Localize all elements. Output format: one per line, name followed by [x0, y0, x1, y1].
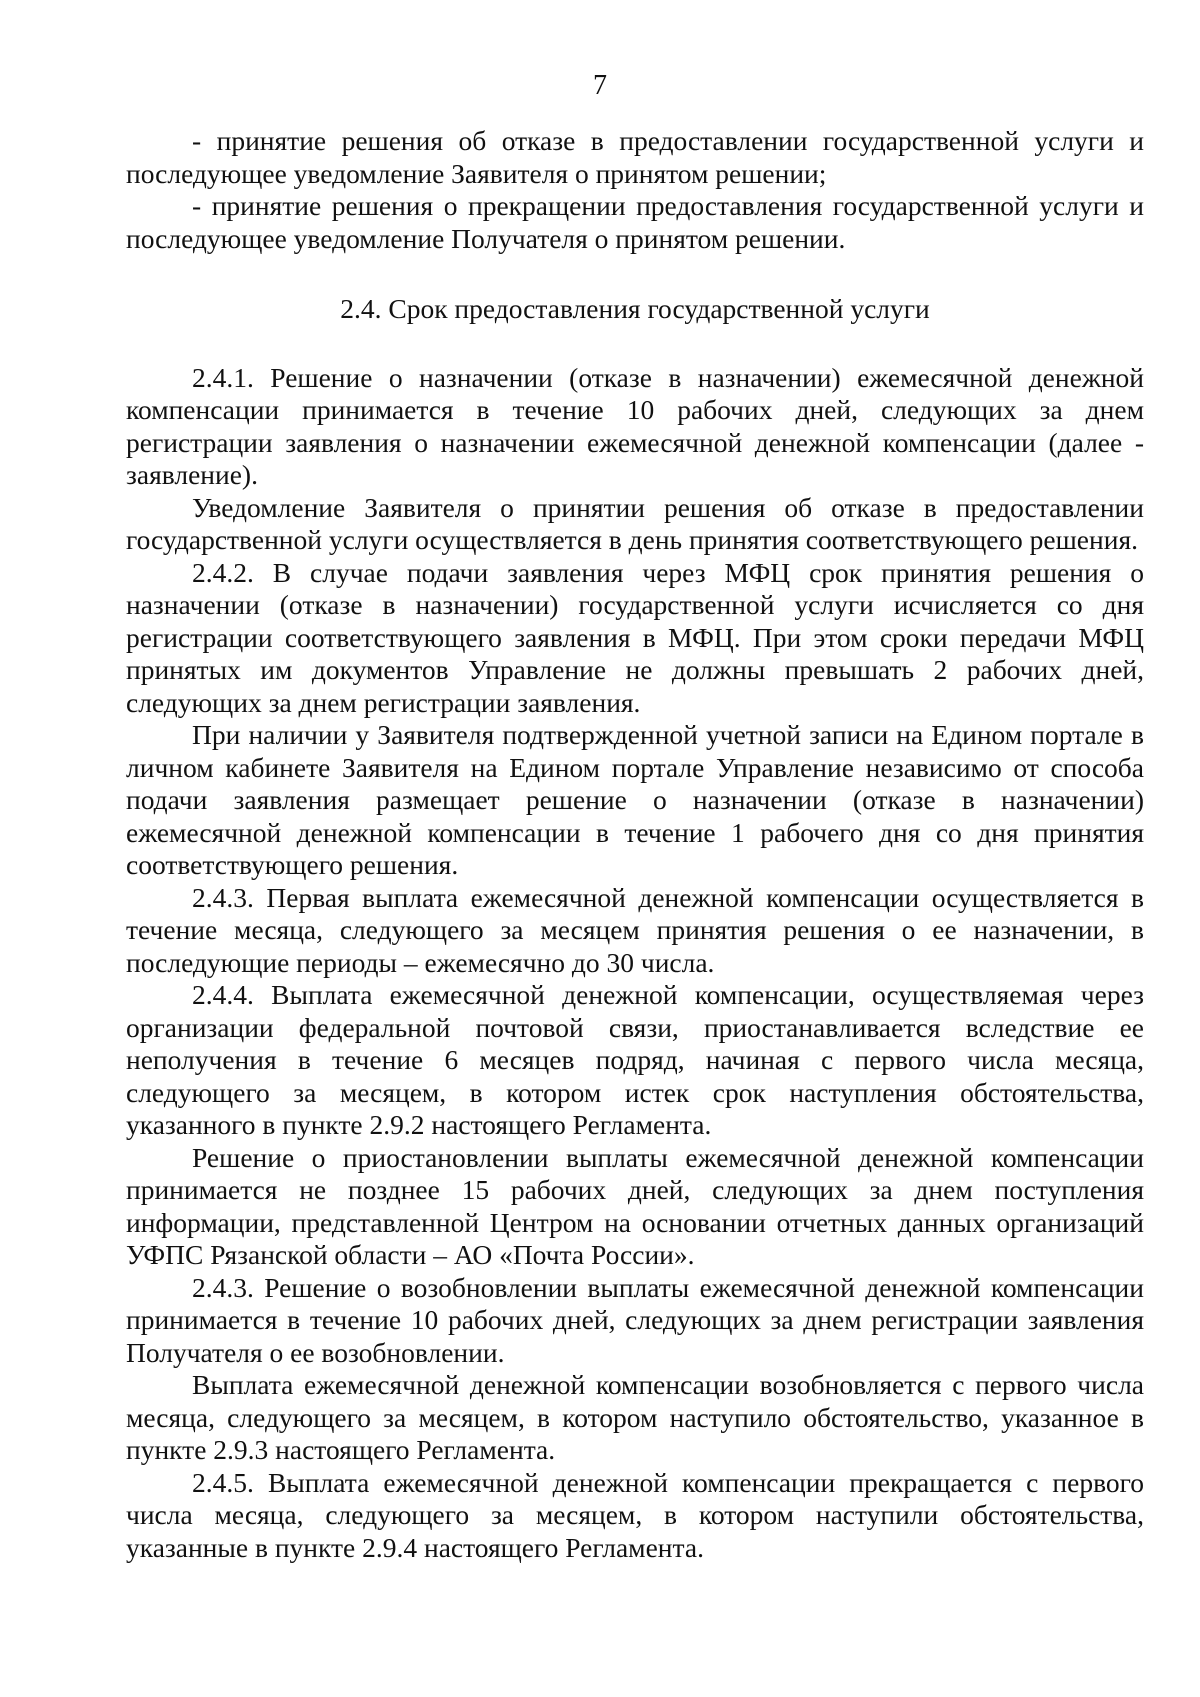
- paragraph: Выплата ежемесячной денежной компенсации возобновляется с первого числа месяца, следующего за месяцем, в котором наступило обстоятельство, указанное в пункте 2.9.3 настоящего Регламента.: [126, 1369, 1144, 1465]
- paragraph: 2.4.2. В случае подачи заявления через МФЦ срок принятия решения о назначении (отказе в назначении) государственной услуги исчисляется со дня регистрации соответствующего заявления в МФЦ. При этом сроки передачи МФЦ принятых им документов Управление не должны превышать 2 рабочих дней, следующих за днем регистрации заявления.: [126, 556, 1144, 718]
- paragraph: - принятие решения об отказе в предоставлении государственной услуги и последующее уведомление Заявителя о принятом решении;: [126, 125, 1144, 189]
- paragraph: 2.4.5. Выплата ежемесячной денежной компенсации прекращается с первого числа месяца, следующего за месяцем, в котором наступили обстоятельства, указанные в пункте 2.9.4 настоящего Регламента.: [126, 1466, 1144, 1563]
- document-body: [126, 125, 1144, 1564]
- paragraph: Уведомление Заявителя о принятии решения об отказе в предоставлении государственной услуги осуществляется в день принятия соответствующего решения.: [126, 491, 1144, 555]
- paragraph: 2.4.3. Решение о возобновлении выплаты ежемесячной денежной компенсации принимается в течение 10 рабочих дней, следующих за днем регистрации заявления Получателя о ее возобновлении.: [126, 1271, 1144, 1368]
- page-number: 7: [593, 70, 607, 101]
- section-heading: 2.4. Срок предоставления государственной услуги: [340, 293, 930, 324]
- paragraph: 2.4.3. Первая выплата ежемесячной денежной компенсации осуществляется в течение месяца, следующего за месяцем принятия решения о ее назначении, в последующие периоды – ежемесячно до 30 числа.: [126, 881, 1144, 978]
- paragraph: 2.4.1. Решение о назначении (отказе в назначении) ежемесячной денежной компенсации принимается в течение 10 рабочих дней, следующих за днем регистрации заявления о назначении ежемесячной денежной компенсации (далее - заявление).: [126, 361, 1144, 490]
- paragraph: 2.4.4. Выплата ежемесячной денежной компенсации, осуществляемая через организации федеральной почтовой связи, приостанавливается вследствие ее неполучения в течение 6 месяцев подряд, начиная с первого числа месяца, следующего за месяцем, в котором истек срок наступления обстоятельства, указанного в пункте 2.9.2 настоящего Регламента.: [126, 979, 1144, 1140]
- paragraph: При наличии у Заявителя подтвержденной учетной записи на Едином портале в личном кабинете Заявителя на Едином портале Управление независимо от способа подачи заявления размещает решение о назначении (отказе в назначении) ежемесячной денежной компенсации в течение 1 рабочего дня со дня принятия соответствующего решения.: [126, 719, 1144, 880]
- paragraph: Решение о приостановлении выплаты ежемесячной денежной компенсации принимается не позднее 15 рабочих дней, следующих за днем поступления информации, представленной Центром на основании отчетных данных организаций УФПС Рязанской области – АО «Почта России».: [126, 1141, 1144, 1270]
- paragraph: - принятие решения о прекращении предоставления государственной услуги и последующее уведомление Получателя о принятом решении.: [126, 190, 1144, 254]
